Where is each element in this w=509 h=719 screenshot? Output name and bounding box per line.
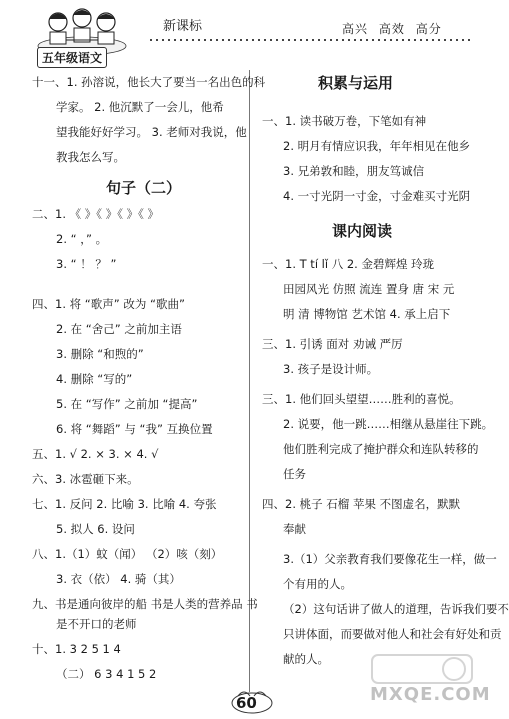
grade-label: 五年级语文 (37, 47, 107, 68)
section-heading: 课内阅读 (332, 222, 393, 240)
answer-line: 2. 明月有情应识我，年年相见在他乡 (283, 139, 471, 153)
answer-line: 4. 删除 “写的” (56, 372, 133, 386)
answer-line: 田园风光 仿照 流连 置身 唐 宋 元 (283, 282, 455, 296)
answer-line: 六、3. 冰雹砸下来。 (32, 472, 139, 486)
answer-line: 2. 说要，他一跳……相继从悬崖往下跳。 (283, 417, 494, 431)
answer-line: 3. 孩子是设计师。 (283, 362, 379, 376)
answer-line: 2. 在 “舍己” 之前加主语 (56, 322, 182, 336)
slogan-item: 高效 (378, 22, 405, 36)
answer-line: 一、1. T tí lǐ 八 2. 金碧辉煌 玲珑 (262, 257, 435, 271)
answer-line: 二、1. 《 》《 》《 》《 》 (32, 207, 159, 221)
answer-line: 教我怎么写。 (56, 150, 125, 164)
page-number: 60 (236, 694, 257, 712)
answer-line: （2）这句话讲了做人的道理，告诉我们要不 (283, 602, 509, 616)
answer-line: 个有用的人。 (283, 577, 352, 591)
series-title: 新课标 (163, 19, 203, 34)
answer-line: 6. 将 “舞蹈” 与 “我” 互换位置 (56, 422, 213, 436)
answer-line: 八、1.（1）蚊（闻） （2）咳（刻） (32, 547, 223, 561)
watermark: MXQE.COM (370, 684, 491, 705)
answer-line: 四、2. 桃子 石榴 苹果 不图虚名，默默 (262, 497, 461, 511)
answer-line: 4. 一寸光阴一寸金，寸金难买寸光阴 (283, 189, 471, 203)
answer-line: 明 清 博物馆 艺术馆 4. 承上启下 (283, 307, 451, 321)
answer-line: 四、1. 将 “歌声” 改为 “歌曲” (32, 297, 185, 311)
answer-line: 3. “ ！ ？ ” (56, 257, 117, 271)
answer-line: 望我能好好学习。 3. 老师对我说，他 (56, 125, 247, 139)
answer-line: 三、1. 他们回头望望……胜利的喜悦。 (262, 392, 461, 406)
section-heading: 积累与运用 (318, 74, 394, 92)
answer-line: 十一、1. 孙溶说，他长大了要当一名出色的科 (32, 75, 266, 89)
section-heading: 句子（二） (106, 179, 182, 197)
answer-line: 学家。 2. 他沉默了一会儿，他希 (56, 100, 224, 114)
answer-line: 任务 (283, 467, 306, 481)
answer-line: 献的人。 (283, 652, 329, 666)
slogan (342, 20, 448, 37)
answer-line: 七、1. 反问 2. 比喻 3. 比喻 4. 夸张 (32, 497, 217, 511)
answer-line: 3. 衣（依） 4. 骑（其） (56, 572, 181, 586)
answer-line: 十、1. 3 2 5 1 4 (32, 642, 121, 656)
answer-line: 3. 删除 “和煦的” (56, 347, 144, 361)
answer-line: 2. “ ，” 。 (56, 232, 108, 246)
slogan-item: 高分 (415, 22, 442, 36)
answer-line: （二） 6 3 4 1 5 2 (56, 667, 157, 681)
answer-line: 他们胜利完成了掩护群众和连队转移的 (283, 442, 479, 456)
answer-line: 3. 兄弟敦和睦，朋友笃诚信 (283, 164, 425, 178)
answer-line: 九、书是通向彼岸的船 书是人类的营养品 书 (32, 597, 258, 611)
dotted-rule (150, 36, 470, 44)
answer-line: 5. 拟人 6. 设问 (56, 522, 135, 536)
answer-line: 三、1. 引诱 面对 劝诫 严厉 (262, 337, 403, 351)
answer-line: 是不开口的老师 (56, 617, 137, 631)
answer-line: 5. 在 “写作” 之前加 “提高” (56, 397, 198, 411)
answer-line: 五、1. √ 2. × 3. × 4. √ (32, 447, 159, 461)
answer-line: 奉献 (283, 522, 306, 536)
answer-line: 3.（1）父亲教育我们要像花生一样，做一 (283, 552, 497, 566)
slogan-item: 高兴 (342, 22, 369, 36)
answer-line: 只讲体面，而要做对他人和社会有好处和贡 (283, 627, 502, 641)
answer-line: 一、1. 读书破万卷，下笔如有神 (262, 114, 427, 128)
